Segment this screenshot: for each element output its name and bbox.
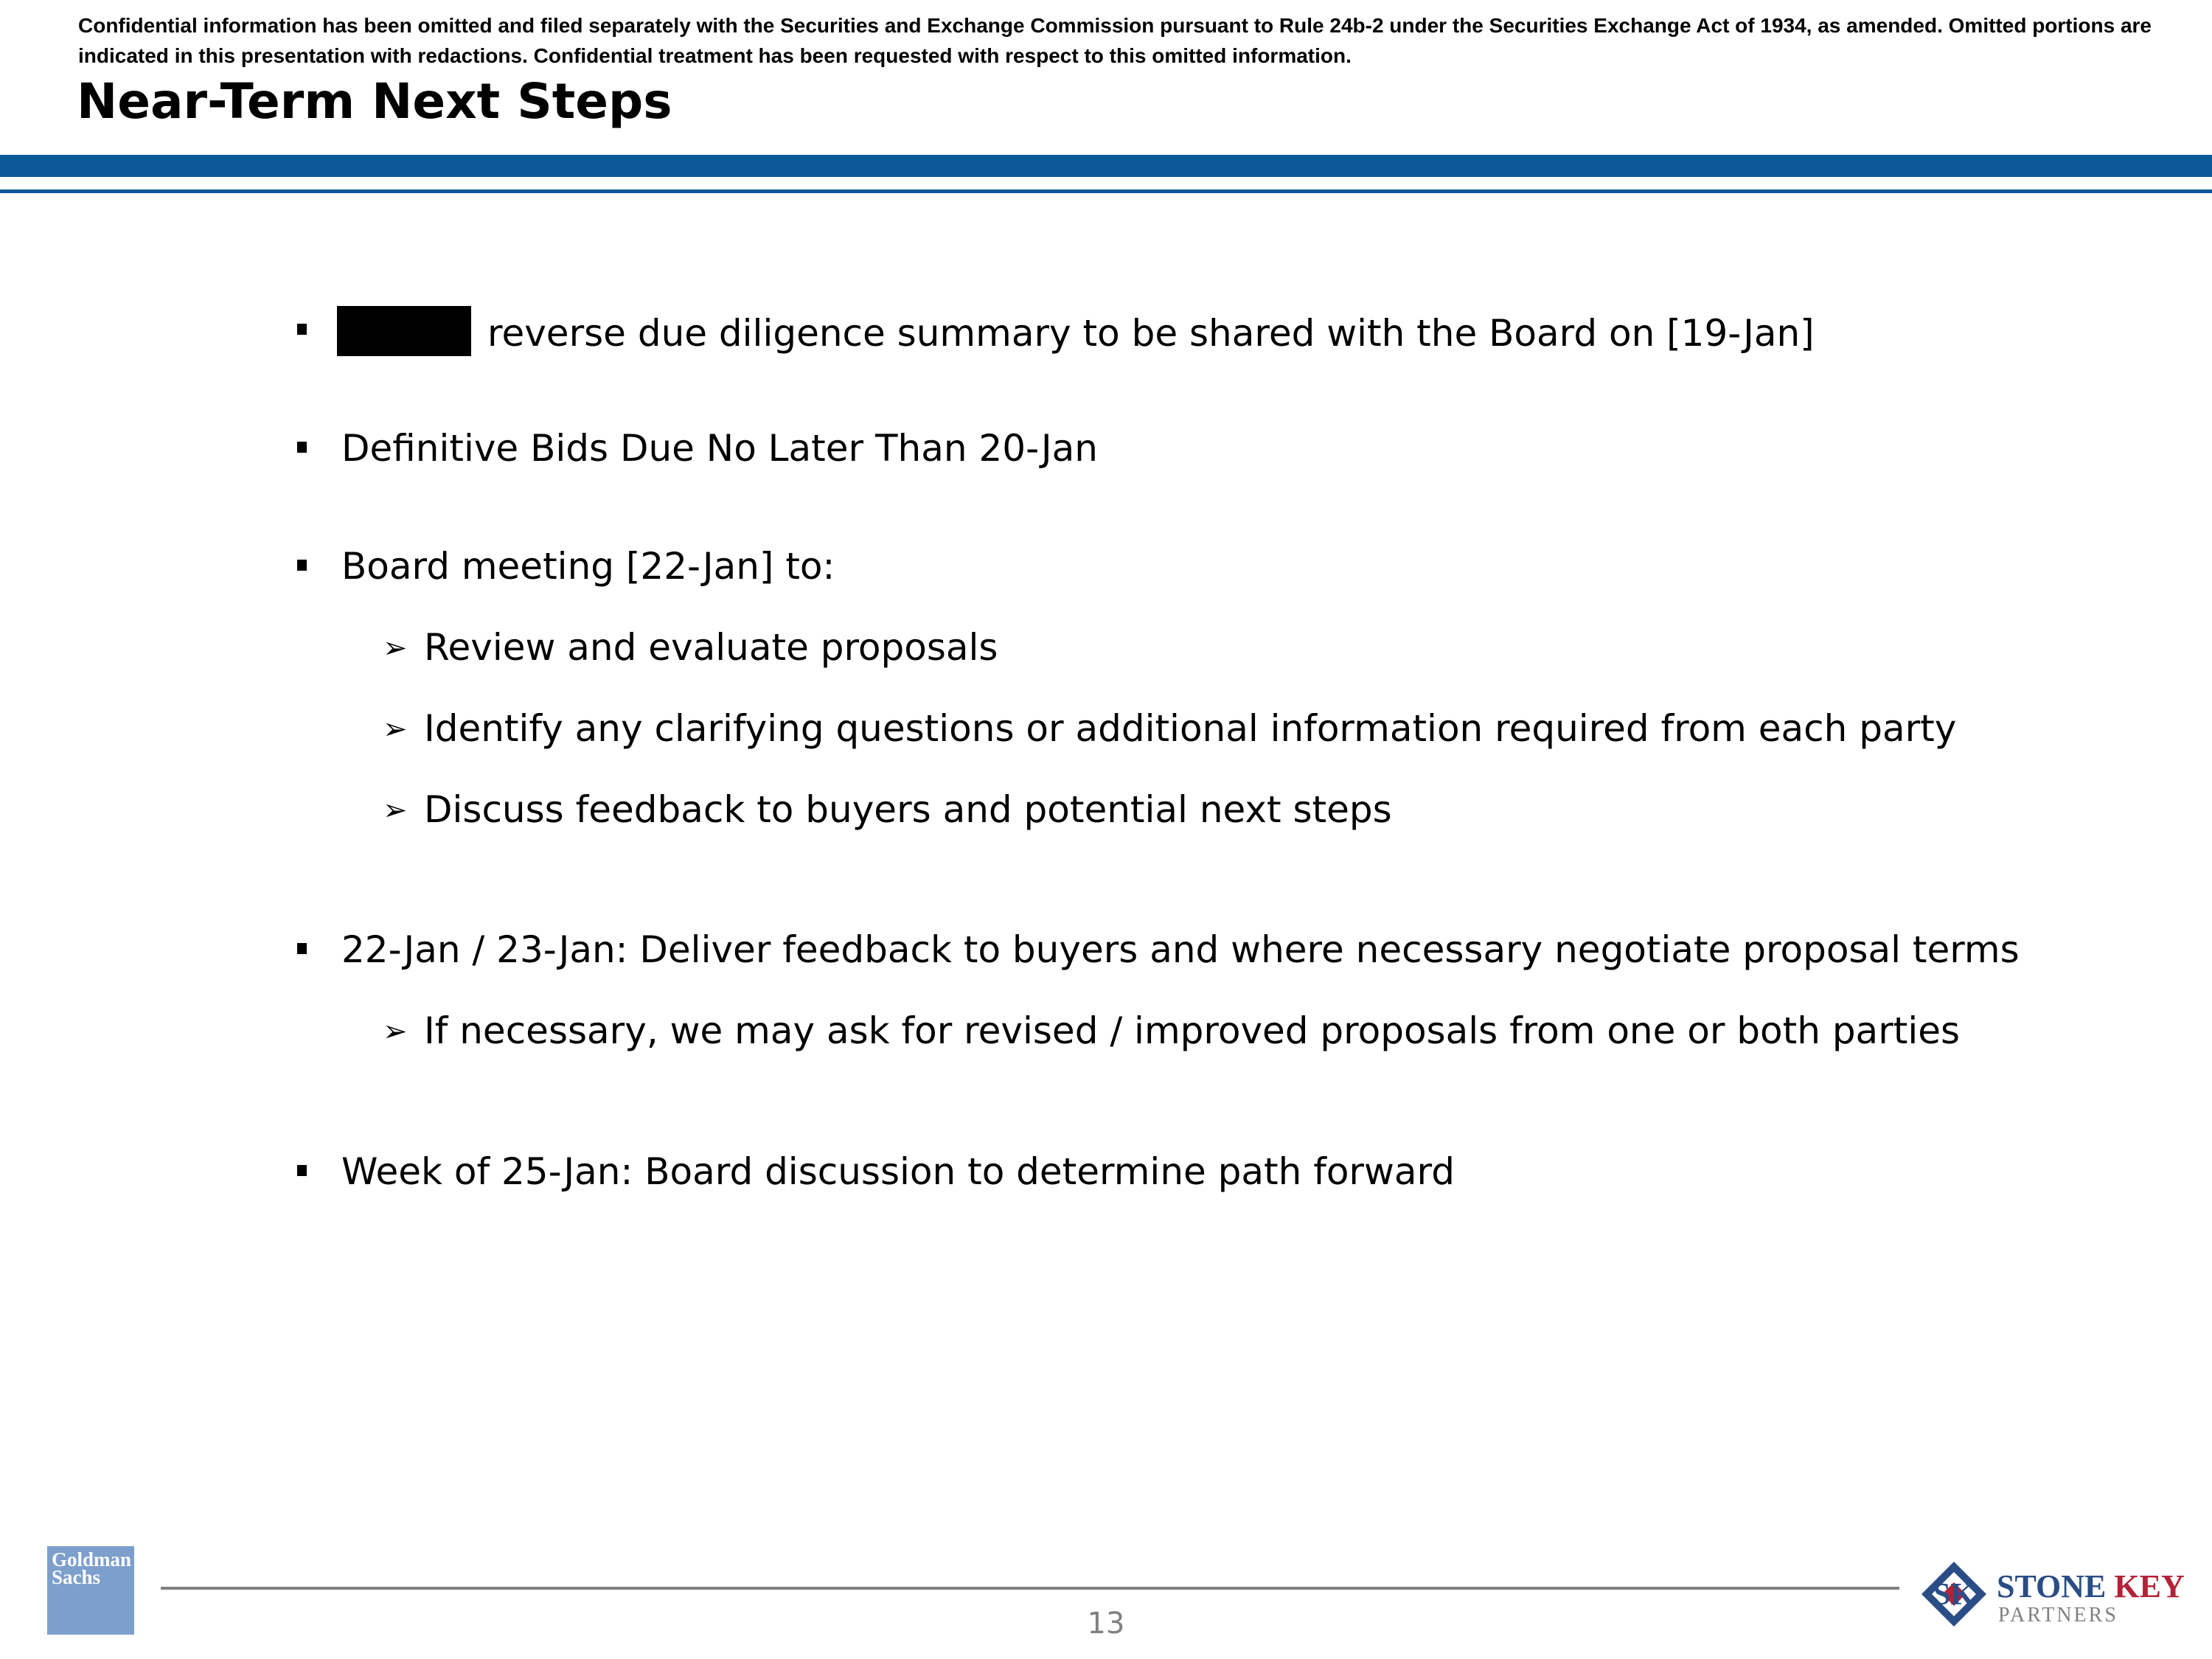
list-item-text: Definitive Bids Due No Later Than 20-Jan (341, 427, 1098, 470)
arrow-bullet-icon: ➢ (383, 712, 408, 746)
goldman-sachs-logo: Goldman Sachs (47, 1546, 134, 1635)
square-bullet-icon (297, 442, 307, 453)
arrow-bullet-icon: ➢ (383, 793, 408, 827)
redaction-box (337, 306, 471, 356)
sub-list-item-text: Discuss feedback to buyers and potential next steps (424, 788, 1392, 831)
sub-list-item-text: If necessary, we may ask for revised / improved proposals from one or both parties (424, 1009, 1961, 1052)
list-item-text: 22-Jan / 23-Jan: Deliver feedback to buyers and where necessary negotiate proposal terms (341, 928, 2020, 971)
list-item-text: Board meeting [22-Jan] to: (341, 545, 835, 588)
square-bullet-icon (297, 560, 307, 571)
list-item-text: reverse due diligence summary to be shared with the Board on [19-Jan] (487, 312, 1815, 355)
confidential-notice: Confidential information has been omitted and filed separately with the Securities and Exchange Commission pursuant to Rule 24b-2 under the Securities Exchange Act of 1934, as amended. Omitted portions are indicated in this presentation with redactions. Confidential treatment has been requested with respect to this omitted information. (78, 14, 2152, 67)
sub-list-item-text: Review and evaluate proposals (424, 626, 998, 669)
footer-rule (161, 1587, 1899, 1590)
square-bullet-icon (297, 324, 307, 335)
page-number: 13 (1087, 1607, 1125, 1641)
arrow-bullet-icon: ➢ (383, 1015, 408, 1048)
sub-list-item-text: Identify any clarifying questions or additional information required from each party (424, 707, 1957, 750)
square-bullet-icon (297, 943, 307, 954)
sk-diamond-icon (1916, 1557, 1997, 1638)
square-bullet-icon (297, 1165, 307, 1176)
arrow-bullet-icon: ➢ (383, 631, 408, 665)
page-title: Near-Term Next Steps (77, 73, 672, 130)
list-item-text: Week of 25-Jan: Board discussion to determine path forward (341, 1150, 1455, 1193)
svg-text:SK: SK (1933, 1578, 1975, 1612)
stone-key-partners-logo: SK STONE KEY PARTNERS (1916, 1557, 2196, 1638)
